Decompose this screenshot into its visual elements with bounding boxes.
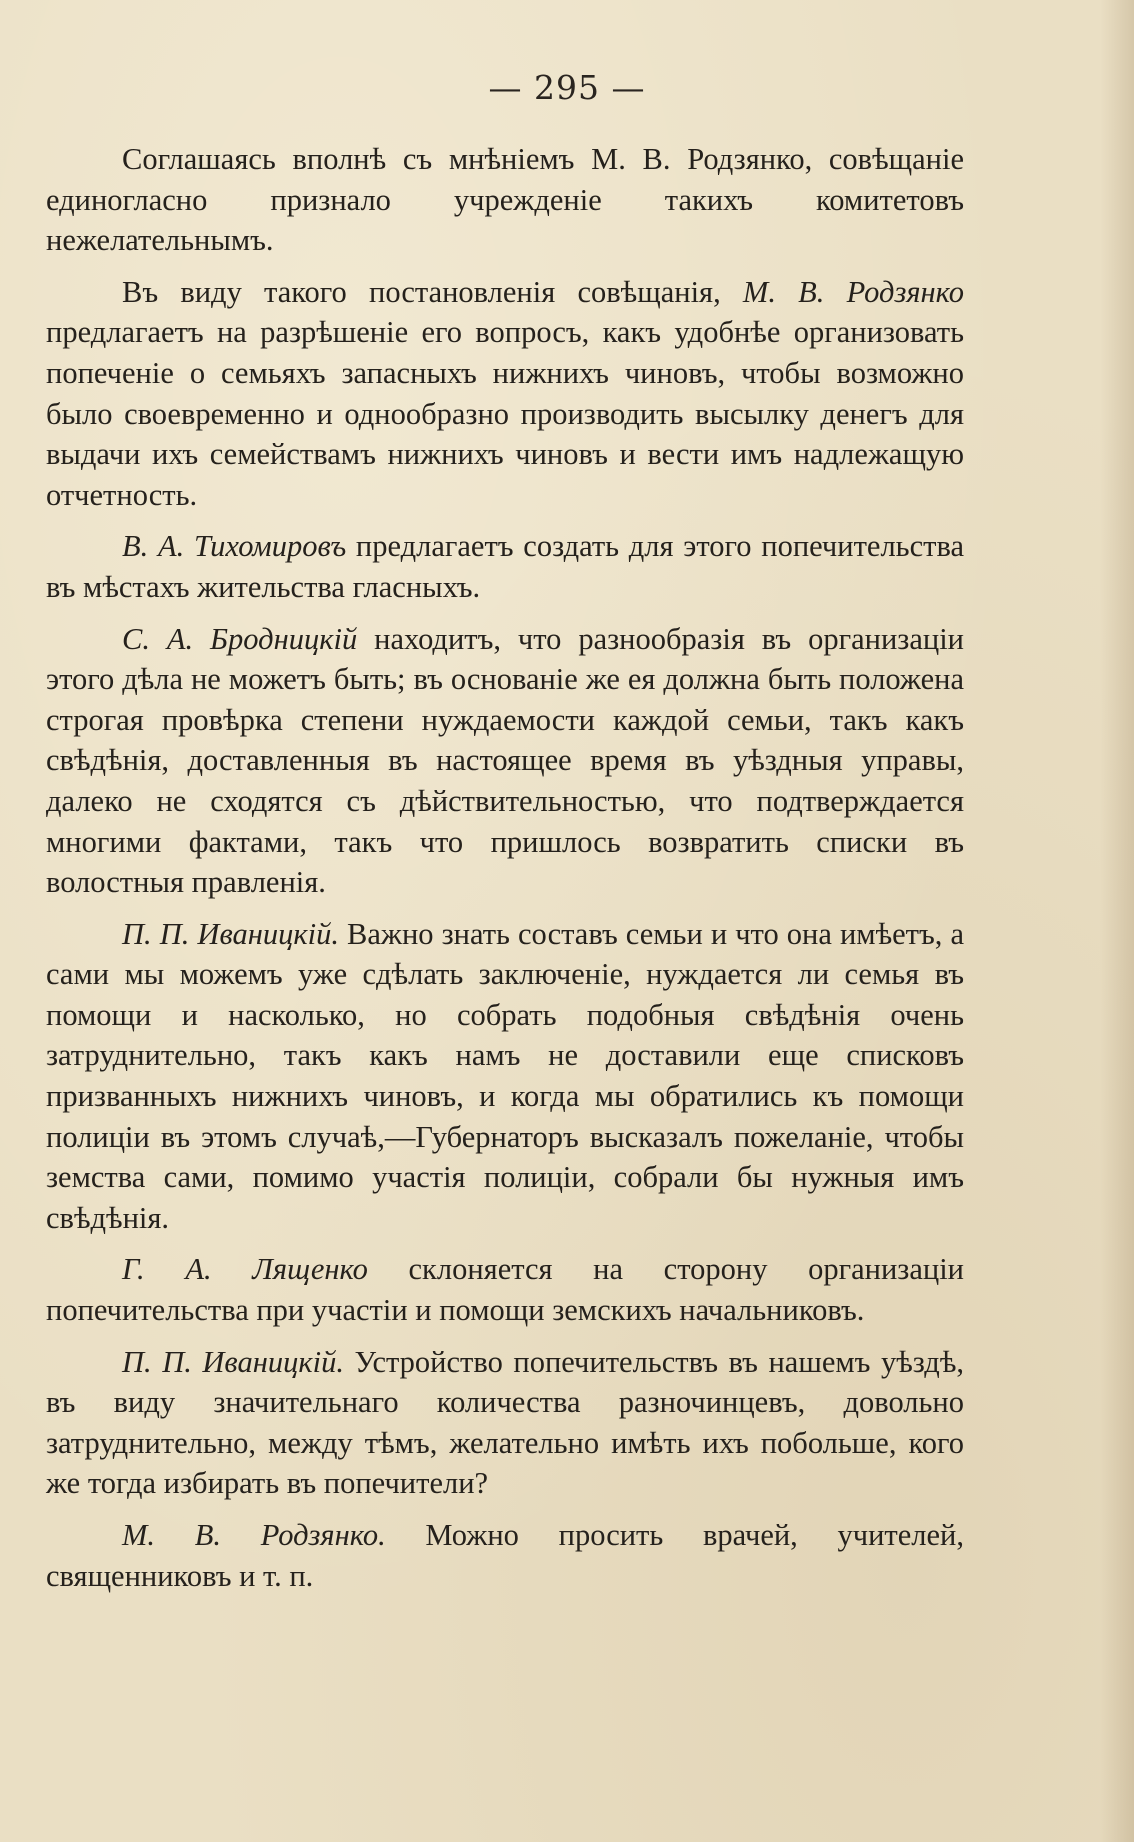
paragraph-text: предлагаетъ на разрѣшеніе его вопросъ, какъ удобнѣе организовать попеченіе о семьяхъ запасныхъ нижнихъ чиновъ, чтобы возможно было своевременно и однообразно производить высылку денегъ для выдачи ихъ семействамъ нижнихъ чиновъ и вести имъ надлежащую отчетность. xyxy=(46,315,964,512)
paragraph-2 xyxy=(46,272,964,516)
paragraph-text: Важно знать составъ семьи и что она имѣетъ, а сами мы можемъ уже сдѣлать заключеніе, нуждается ли семья въ помощи и насколько, но собрать подобныя свѣдѣнія очень затруднительно, такъ какъ намъ не доставили еще списковъ призванныхъ нижнихъ чиновъ, и когда мы обратились къ помощи полиціи въ этомъ случаѣ,—Губернаторъ высказалъ пожеланіе, чтобы земства сами, помимо участія полиціи, собрали бы нужныя имъ свѣдѣнія. xyxy=(46,916,964,1235)
paragraph-text: Устройство попечительствъ въ нашемъ уѣздѣ, въ виду значительнаго количества разночинцевъ, довольно затруднительно, между тѣмъ, желательно имѣть ихъ побольше, кого же тогда избирать въ попечители? xyxy=(46,1344,965,1501)
speaker-name: М. В. Родзянко. xyxy=(122,1518,386,1552)
paragraph-text: Можно просить врачей, учителей, священниковъ и т. п. xyxy=(46,1518,964,1593)
speaker-name: Г. А. Лященко xyxy=(122,1252,368,1287)
speaker-name: В. А. Тихомировъ xyxy=(122,529,347,564)
paragraph-text: Въ виду такого постановленія совѣщанія, xyxy=(122,274,743,309)
paragraph-4 xyxy=(46,619,964,903)
speaker-name: С. А. Бродницкій xyxy=(122,621,358,656)
paragraph-8 xyxy=(46,1515,964,1596)
page-text xyxy=(46,139,964,1607)
paragraph-3 xyxy=(46,526,964,607)
paragraph-text: Соглашаясь вполнѣ съ мнѣніемъ М. В. Родзянко, совѣщаніе единогласно признало учрежденіе такихъ комитетовъ нежелательнымъ. xyxy=(46,142,964,258)
paragraph-text: склоняется на сторону организаціи попечительства при участіи и помощи земскихъ начальниковъ. xyxy=(46,1252,964,1328)
paragraph-5 xyxy=(46,914,964,1239)
paragraph-1 xyxy=(46,139,964,261)
speaker-name: М. В. Родзянко xyxy=(742,274,965,309)
paragraph-text: находитъ, что разнообразія въ организаціи этого дѣла не можетъ быть; въ основаніе же ея должна быть положена строгая провѣрка степени нуждаемости каждой семьи, такъ какъ свѣдѣнія, доставленныя въ настоящее время въ уѣздныя управы, далеко не сходятся съ дѣйствительностью, что подтверждается многими фактами, такъ что пришлось возвратить списки въ волостныя правленія. xyxy=(46,621,964,900)
page-number: — 295 — xyxy=(488,68,646,107)
page-edge-shadow xyxy=(1100,0,1134,1842)
speaker-name: П. П. Иваницкій. xyxy=(122,1344,344,1379)
paragraph-text: предлагаетъ создать для этого попечительства въ мѣстахъ жительства гласныхъ. xyxy=(46,529,964,604)
paragraph-6 xyxy=(46,1249,964,1330)
speaker-name: П. П. Иваницкій. xyxy=(122,916,339,951)
paragraph-7 xyxy=(46,1342,964,1504)
